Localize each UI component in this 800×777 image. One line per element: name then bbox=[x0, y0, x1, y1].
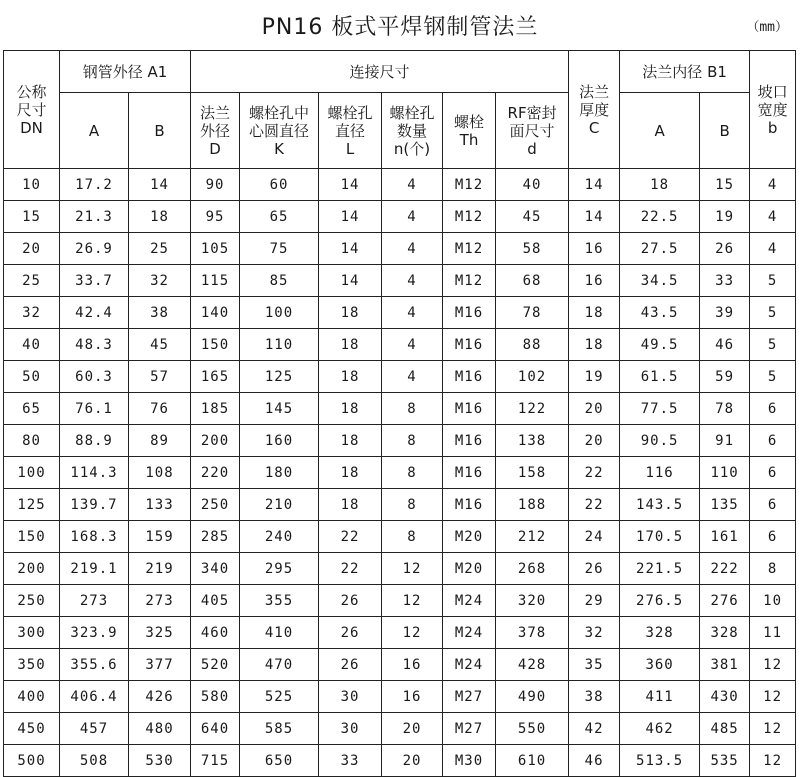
cell-bevel: 6 bbox=[750, 393, 796, 425]
cell-bolt-circle: 240 bbox=[240, 521, 319, 553]
cell-bore-a: 328 bbox=[620, 617, 700, 649]
cell-bolt-circle: 410 bbox=[240, 617, 319, 649]
cell-bore-b: 430 bbox=[700, 681, 750, 713]
cell-rf: 78 bbox=[496, 297, 569, 329]
cell-dn: 500 bbox=[4, 745, 60, 777]
cell-bolt-circle: 75 bbox=[240, 233, 319, 265]
cell-dn: 200 bbox=[4, 553, 60, 585]
cell-rf: 138 bbox=[496, 425, 569, 457]
cell-dn: 50 bbox=[4, 361, 60, 393]
cell-rf: 610 bbox=[496, 745, 569, 777]
cell-bolt: M24 bbox=[443, 585, 496, 617]
header-connection: 连接尺寸 bbox=[191, 51, 569, 93]
cell-bevel: 5 bbox=[750, 361, 796, 393]
cell-pipe-b: 89 bbox=[129, 425, 191, 457]
cell-pipe-b: 219 bbox=[129, 553, 191, 585]
table-row bbox=[4, 297, 796, 329]
cell-bolt: M27 bbox=[443, 713, 496, 745]
cell-bolt-hole: 14 bbox=[319, 233, 382, 265]
cell-pipe-a: 508 bbox=[60, 745, 129, 777]
cell-thickness: 24 bbox=[569, 521, 620, 553]
cell-bevel: 6 bbox=[750, 521, 796, 553]
cell-flange-od: 520 bbox=[191, 649, 240, 681]
cell-bolt-count: 8 bbox=[382, 393, 443, 425]
cell-bolt-count: 4 bbox=[382, 361, 443, 393]
cell-bolt-circle: 650 bbox=[240, 745, 319, 777]
cell-pipe-b: 38 bbox=[129, 297, 191, 329]
cell-dn: 300 bbox=[4, 617, 60, 649]
cell-bore-a: 143.5 bbox=[620, 489, 700, 521]
cell-bolt-count: 20 bbox=[382, 745, 443, 777]
cell-flange-od: 580 bbox=[191, 681, 240, 713]
cell-bore-b: 381 bbox=[700, 649, 750, 681]
cell-dn: 10 bbox=[4, 169, 60, 201]
cell-dn: 65 bbox=[4, 393, 60, 425]
header-bore-a: A bbox=[620, 93, 700, 169]
cell-rf: 58 bbox=[496, 233, 569, 265]
cell-bolt: M16 bbox=[443, 393, 496, 425]
table-row bbox=[4, 489, 796, 521]
cell-bore-a: 411 bbox=[620, 681, 700, 713]
cell-bolt: M12 bbox=[443, 265, 496, 297]
cell-bevel: 12 bbox=[750, 649, 796, 681]
cell-bevel: 4 bbox=[750, 169, 796, 201]
cell-bore-a: 360 bbox=[620, 649, 700, 681]
cell-rf: 428 bbox=[496, 649, 569, 681]
cell-rf: 550 bbox=[496, 713, 569, 745]
cell-bolt-circle: 585 bbox=[240, 713, 319, 745]
cell-bolt-hole: 18 bbox=[319, 489, 382, 521]
cell-bolt-circle: 145 bbox=[240, 393, 319, 425]
cell-rf: 320 bbox=[496, 585, 569, 617]
cell-bolt-hole: 22 bbox=[319, 553, 382, 585]
cell-thickness: 26 bbox=[569, 553, 620, 585]
header-thickness: 法兰 厚度 C bbox=[569, 51, 620, 169]
cell-bevel: 12 bbox=[750, 745, 796, 777]
cell-bolt-count: 8 bbox=[382, 425, 443, 457]
cell-rf: 40 bbox=[496, 169, 569, 201]
table-row bbox=[4, 553, 796, 585]
cell-pipe-a: 457 bbox=[60, 713, 129, 745]
cell-bolt-circle: 125 bbox=[240, 361, 319, 393]
cell-thickness: 16 bbox=[569, 233, 620, 265]
table-row bbox=[4, 329, 796, 361]
cell-bevel: 8 bbox=[750, 553, 796, 585]
cell-bore-b: 91 bbox=[700, 425, 750, 457]
cell-bolt: M16 bbox=[443, 297, 496, 329]
cell-dn: 400 bbox=[4, 681, 60, 713]
header-bore-b: B bbox=[700, 93, 750, 169]
cell-bore-b: 276 bbox=[700, 585, 750, 617]
cell-pipe-a: 88.9 bbox=[60, 425, 129, 457]
cell-bevel: 5 bbox=[750, 297, 796, 329]
cell-bolt: M12 bbox=[443, 233, 496, 265]
cell-bevel: 5 bbox=[750, 265, 796, 297]
cell-thickness: 29 bbox=[569, 585, 620, 617]
cell-bolt: M24 bbox=[443, 649, 496, 681]
cell-bevel: 6 bbox=[750, 457, 796, 489]
cell-bolt: M24 bbox=[443, 617, 496, 649]
cell-bolt-circle: 100 bbox=[240, 297, 319, 329]
cell-bore-b: 33 bbox=[700, 265, 750, 297]
cell-bore-b: 535 bbox=[700, 745, 750, 777]
table-row bbox=[4, 233, 796, 265]
cell-bolt: M12 bbox=[443, 201, 496, 233]
cell-bore-b: 46 bbox=[700, 329, 750, 361]
cell-thickness: 18 bbox=[569, 329, 620, 361]
cell-dn: 150 bbox=[4, 521, 60, 553]
cell-bolt: M27 bbox=[443, 681, 496, 713]
cell-thickness: 35 bbox=[569, 649, 620, 681]
table-row bbox=[4, 201, 796, 233]
header-pipe-a: A bbox=[60, 93, 129, 169]
cell-pipe-b: 273 bbox=[129, 585, 191, 617]
cell-pipe-a: 139.7 bbox=[60, 489, 129, 521]
cell-bore-a: 49.5 bbox=[620, 329, 700, 361]
cell-bolt-circle: 60 bbox=[240, 169, 319, 201]
flange-table bbox=[3, 50, 796, 777]
cell-bolt-count: 4 bbox=[382, 233, 443, 265]
cell-bolt-hole: 33 bbox=[319, 745, 382, 777]
cell-thickness: 14 bbox=[569, 169, 620, 201]
cell-thickness: 20 bbox=[569, 425, 620, 457]
cell-bolt-circle: 65 bbox=[240, 201, 319, 233]
table-row bbox=[4, 617, 796, 649]
cell-bore-b: 161 bbox=[700, 521, 750, 553]
cell-bolt-count: 12 bbox=[382, 617, 443, 649]
cell-pipe-a: 26.9 bbox=[60, 233, 129, 265]
page-title: PN16 板式平焊钢制管法兰 bbox=[261, 15, 539, 40]
cell-pipe-a: 48.3 bbox=[60, 329, 129, 361]
cell-thickness: 16 bbox=[569, 265, 620, 297]
cell-flange-od: 220 bbox=[191, 457, 240, 489]
cell-pipe-b: 32 bbox=[129, 265, 191, 297]
cell-dn: 80 bbox=[4, 425, 60, 457]
cell-pipe-a: 21.3 bbox=[60, 201, 129, 233]
cell-bolt-hole: 18 bbox=[319, 393, 382, 425]
cell-bolt: M30 bbox=[443, 745, 496, 777]
cell-dn: 32 bbox=[4, 297, 60, 329]
cell-flange-od: 185 bbox=[191, 393, 240, 425]
cell-rf: 158 bbox=[496, 457, 569, 489]
cell-flange-od: 165 bbox=[191, 361, 240, 393]
cell-bolt-circle: 210 bbox=[240, 489, 319, 521]
cell-bolt-hole: 18 bbox=[319, 457, 382, 489]
cell-bolt-hole: 14 bbox=[319, 201, 382, 233]
cell-rf: 45 bbox=[496, 201, 569, 233]
cell-bolt-circle: 470 bbox=[240, 649, 319, 681]
cell-pipe-a: 168.3 bbox=[60, 521, 129, 553]
cell-bevel: 5 bbox=[750, 329, 796, 361]
cell-dn: 250 bbox=[4, 585, 60, 617]
cell-pipe-b: 377 bbox=[129, 649, 191, 681]
cell-bolt: M16 bbox=[443, 425, 496, 457]
table-row bbox=[4, 425, 796, 457]
cell-bolt: M16 bbox=[443, 457, 496, 489]
table-row bbox=[4, 745, 796, 777]
cell-bolt: M16 bbox=[443, 361, 496, 393]
table-row bbox=[4, 169, 796, 201]
cell-pipe-b: 57 bbox=[129, 361, 191, 393]
cell-pipe-b: 14 bbox=[129, 169, 191, 201]
cell-pipe-b: 530 bbox=[129, 745, 191, 777]
cell-pipe-a: 406.4 bbox=[60, 681, 129, 713]
cell-thickness: 22 bbox=[569, 489, 620, 521]
cell-bore-a: 462 bbox=[620, 713, 700, 745]
cell-bevel: 6 bbox=[750, 489, 796, 521]
cell-bolt-count: 16 bbox=[382, 649, 443, 681]
cell-pipe-b: 25 bbox=[129, 233, 191, 265]
cell-bolt-count: 8 bbox=[382, 521, 443, 553]
header-bolt-circle: 螺栓孔中 心圆直径 K bbox=[240, 93, 319, 169]
cell-thickness: 19 bbox=[569, 361, 620, 393]
header-bolt-count: 螺栓孔 数量 n(个) bbox=[382, 93, 443, 169]
unit-label: （mm） bbox=[746, 20, 788, 35]
cell-bore-b: 328 bbox=[700, 617, 750, 649]
table-row bbox=[4, 521, 796, 553]
cell-pipe-b: 18 bbox=[129, 201, 191, 233]
cell-bolt-circle: 110 bbox=[240, 329, 319, 361]
header-bolt: 螺栓 Th bbox=[443, 93, 496, 169]
cell-bolt-hole: 14 bbox=[319, 265, 382, 297]
cell-bolt-hole: 18 bbox=[319, 425, 382, 457]
cell-bolt-hole: 30 bbox=[319, 681, 382, 713]
cell-bore-a: 90.5 bbox=[620, 425, 700, 457]
cell-dn: 25 bbox=[4, 265, 60, 297]
cell-pipe-b: 108 bbox=[129, 457, 191, 489]
cell-bevel: 10 bbox=[750, 585, 796, 617]
cell-bore-b: 39 bbox=[700, 297, 750, 329]
cell-bolt-count: 8 bbox=[382, 489, 443, 521]
cell-pipe-b: 426 bbox=[129, 681, 191, 713]
cell-flange-od: 150 bbox=[191, 329, 240, 361]
cell-thickness: 38 bbox=[569, 681, 620, 713]
cell-pipe-b: 76 bbox=[129, 393, 191, 425]
cell-bore-a: 276.5 bbox=[620, 585, 700, 617]
cell-bolt-count: 4 bbox=[382, 329, 443, 361]
cell-bolt-hole: 26 bbox=[319, 617, 382, 649]
cell-flange-od: 90 bbox=[191, 169, 240, 201]
cell-bolt-hole: 26 bbox=[319, 585, 382, 617]
cell-bore-a: 43.5 bbox=[620, 297, 700, 329]
header-flange-od: 法兰 外径 D bbox=[191, 93, 240, 169]
cell-dn: 125 bbox=[4, 489, 60, 521]
cell-dn: 40 bbox=[4, 329, 60, 361]
cell-bolt: M16 bbox=[443, 329, 496, 361]
cell-bolt-count: 12 bbox=[382, 585, 443, 617]
cell-bore-b: 15 bbox=[700, 169, 750, 201]
cell-pipe-b: 45 bbox=[129, 329, 191, 361]
cell-rf: 188 bbox=[496, 489, 569, 521]
cell-flange-od: 715 bbox=[191, 745, 240, 777]
cell-bore-a: 513.5 bbox=[620, 745, 700, 777]
cell-bore-a: 77.5 bbox=[620, 393, 700, 425]
cell-bore-b: 110 bbox=[700, 457, 750, 489]
header-bolt-hole: 螺栓孔 直径 L bbox=[319, 93, 382, 169]
cell-pipe-a: 355.6 bbox=[60, 649, 129, 681]
cell-pipe-a: 273 bbox=[60, 585, 129, 617]
cell-bolt-circle: 85 bbox=[240, 265, 319, 297]
cell-bolt-hole: 18 bbox=[319, 329, 382, 361]
cell-bolt-hole: 22 bbox=[319, 521, 382, 553]
cell-bore-a: 221.5 bbox=[620, 553, 700, 585]
cell-bore-b: 26 bbox=[700, 233, 750, 265]
cell-rf: 122 bbox=[496, 393, 569, 425]
header-pipe-od: 钢管外径 A1 bbox=[60, 51, 191, 93]
cell-bevel: 4 bbox=[750, 233, 796, 265]
cell-bolt-circle: 180 bbox=[240, 457, 319, 489]
cell-bore-a: 27.5 bbox=[620, 233, 700, 265]
cell-bore-b: 485 bbox=[700, 713, 750, 745]
cell-pipe-b: 480 bbox=[129, 713, 191, 745]
table-row bbox=[4, 585, 796, 617]
cell-bore-a: 34.5 bbox=[620, 265, 700, 297]
cell-dn: 350 bbox=[4, 649, 60, 681]
cell-bore-a: 22.5 bbox=[620, 201, 700, 233]
cell-rf: 378 bbox=[496, 617, 569, 649]
cell-bolt-count: 8 bbox=[382, 457, 443, 489]
table-row bbox=[4, 393, 796, 425]
cell-flange-od: 285 bbox=[191, 521, 240, 553]
header-rf: RF密封 面尺寸 d bbox=[496, 93, 569, 169]
cell-bevel: 4 bbox=[750, 201, 796, 233]
cell-bolt-count: 4 bbox=[382, 201, 443, 233]
cell-flange-od: 115 bbox=[191, 265, 240, 297]
table-row bbox=[4, 649, 796, 681]
cell-dn: 450 bbox=[4, 713, 60, 745]
cell-rf: 68 bbox=[496, 265, 569, 297]
cell-rf: 268 bbox=[496, 553, 569, 585]
cell-bolt-count: 20 bbox=[382, 713, 443, 745]
cell-bevel: 12 bbox=[750, 681, 796, 713]
cell-bore-b: 19 bbox=[700, 201, 750, 233]
header-dn: 公称 尺寸 DN bbox=[4, 51, 60, 169]
cell-bore-b: 135 bbox=[700, 489, 750, 521]
cell-pipe-a: 114.3 bbox=[60, 457, 129, 489]
cell-bevel: 11 bbox=[750, 617, 796, 649]
cell-dn: 15 bbox=[4, 201, 60, 233]
cell-pipe-a: 17.2 bbox=[60, 169, 129, 201]
cell-flange-od: 405 bbox=[191, 585, 240, 617]
cell-bolt: M16 bbox=[443, 489, 496, 521]
cell-flange-od: 200 bbox=[191, 425, 240, 457]
header-bore: 法兰内径 B1 bbox=[620, 51, 750, 93]
cell-bore-b: 59 bbox=[700, 361, 750, 393]
cell-bolt: M20 bbox=[443, 553, 496, 585]
cell-bore-b: 222 bbox=[700, 553, 750, 585]
cell-flange-od: 340 bbox=[191, 553, 240, 585]
cell-bolt-hole: 26 bbox=[319, 649, 382, 681]
cell-rf: 212 bbox=[496, 521, 569, 553]
table-row bbox=[4, 681, 796, 713]
cell-bolt-circle: 355 bbox=[240, 585, 319, 617]
cell-pipe-a: 42.4 bbox=[60, 297, 129, 329]
cell-thickness: 46 bbox=[569, 745, 620, 777]
cell-flange-od: 250 bbox=[191, 489, 240, 521]
cell-bolt-hole: 18 bbox=[319, 297, 382, 329]
cell-bolt-circle: 295 bbox=[240, 553, 319, 585]
cell-bore-a: 61.5 bbox=[620, 361, 700, 393]
header-pipe-b: B bbox=[129, 93, 191, 169]
cell-flange-od: 95 bbox=[191, 201, 240, 233]
cell-dn: 20 bbox=[4, 233, 60, 265]
cell-bolt-count: 4 bbox=[382, 265, 443, 297]
cell-bolt: M12 bbox=[443, 169, 496, 201]
cell-bolt-count: 4 bbox=[382, 297, 443, 329]
cell-bolt-circle: 160 bbox=[240, 425, 319, 457]
cell-dn: 100 bbox=[4, 457, 60, 489]
header-bevel: 坡口 宽度 b bbox=[750, 51, 796, 169]
cell-rf: 102 bbox=[496, 361, 569, 393]
cell-flange-od: 105 bbox=[191, 233, 240, 265]
cell-bolt-hole: 18 bbox=[319, 361, 382, 393]
cell-bore-b: 78 bbox=[700, 393, 750, 425]
cell-bolt-circle: 525 bbox=[240, 681, 319, 713]
cell-bolt-count: 4 bbox=[382, 169, 443, 201]
table-row bbox=[4, 361, 796, 393]
cell-bolt: M20 bbox=[443, 521, 496, 553]
cell-bolt-hole: 14 bbox=[319, 169, 382, 201]
cell-flange-od: 640 bbox=[191, 713, 240, 745]
cell-bolt-count: 12 bbox=[382, 553, 443, 585]
cell-thickness: 18 bbox=[569, 297, 620, 329]
cell-pipe-b: 325 bbox=[129, 617, 191, 649]
cell-pipe-a: 76.1 bbox=[60, 393, 129, 425]
cell-bore-a: 116 bbox=[620, 457, 700, 489]
table-body bbox=[4, 169, 796, 777]
cell-bolt-hole: 30 bbox=[319, 713, 382, 745]
cell-thickness: 42 bbox=[569, 713, 620, 745]
table-row bbox=[4, 713, 796, 745]
cell-bore-a: 18 bbox=[620, 169, 700, 201]
cell-pipe-a: 33.7 bbox=[60, 265, 129, 297]
cell-rf: 490 bbox=[496, 681, 569, 713]
cell-bevel: 12 bbox=[750, 713, 796, 745]
cell-rf: 88 bbox=[496, 329, 569, 361]
cell-pipe-a: 60.3 bbox=[60, 361, 129, 393]
cell-thickness: 22 bbox=[569, 457, 620, 489]
table-row bbox=[4, 457, 796, 489]
cell-flange-od: 140 bbox=[191, 297, 240, 329]
cell-flange-od: 460 bbox=[191, 617, 240, 649]
cell-pipe-b: 133 bbox=[129, 489, 191, 521]
cell-bevel: 6 bbox=[750, 425, 796, 457]
cell-thickness: 14 bbox=[569, 201, 620, 233]
cell-thickness: 20 bbox=[569, 393, 620, 425]
cell-thickness: 32 bbox=[569, 617, 620, 649]
table-row bbox=[4, 265, 796, 297]
cell-bolt-count: 16 bbox=[382, 681, 443, 713]
cell-pipe-b: 159 bbox=[129, 521, 191, 553]
cell-pipe-a: 219.1 bbox=[60, 553, 129, 585]
cell-bore-a: 170.5 bbox=[620, 521, 700, 553]
cell-pipe-a: 323.9 bbox=[60, 617, 129, 649]
